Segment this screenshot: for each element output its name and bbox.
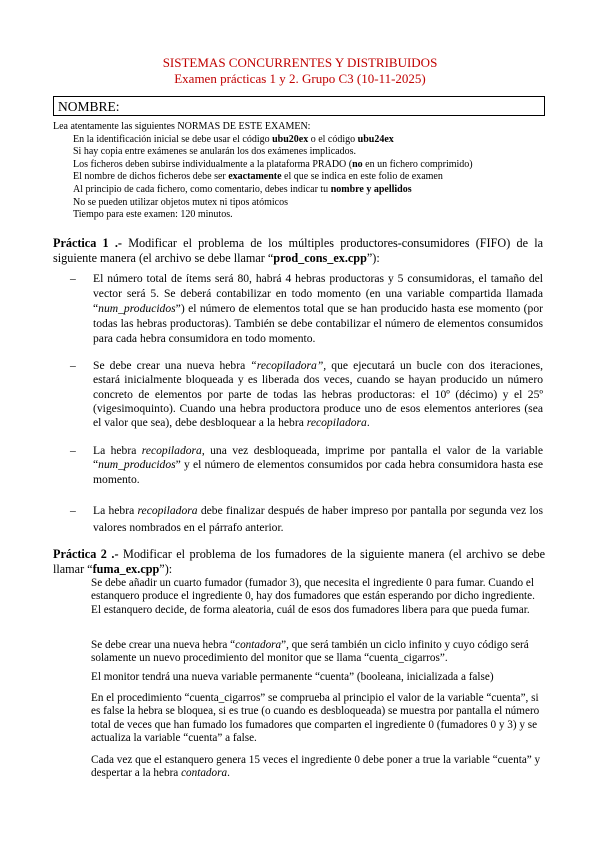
practica1-intro — [53, 236, 543, 265]
intro-text: ”): — [366, 250, 380, 265]
bullet-text: La hebra — [93, 504, 138, 517]
variable-name: num_producidos — [98, 458, 176, 472]
practica2-paragraph-4: En el procedimiento “cuenta_cigarros” se comprueba al principio el valor de la variable “cuenta”, si es false la hebra se bloquea, si es true (o cuando es desbloqueada) se muestra por pantalla el número total de veces que han fumado los fumadores que comparten el ingrediente 0 (fumadores 0 y 3) y se actualiza la variable “cuenta” a false. — [91, 692, 540, 745]
bullet-text: , una vez desbloqueada, imprime por pantalla el valor de la variable “ — [93, 444, 543, 472]
exam-title: SISTEMAS CONCURRENTES Y DISTRIBUIDOS — [162, 55, 438, 70]
bullet-dash: – — [70, 272, 76, 285]
practica2-label: Práctica 2 .- — [53, 547, 119, 561]
practica2-intro — [53, 547, 545, 576]
intro-text: ”): — [159, 561, 173, 576]
paragraph-text: . — [227, 767, 230, 780]
name-field — [53, 96, 545, 116]
intro-text: Modificar el problema de los múltiples productores-consumidores (FIFO) de la siguiente manera (el archivo se debe llamar “ — [53, 236, 543, 265]
variable-name: recopiladora — [306, 416, 367, 430]
bullet-text: ” y el número de elementos consumidos por cada hebra consumidora hasta ese momento. — [93, 458, 543, 486]
rule-text: Al principio de cada fichero, como comentario, debes indicar tu — [73, 183, 331, 195]
bullet-text: que ejecutará un bucle con dos iteraciones, estará inicialmente bloqueada y es liberada dos veces, cuando se hayan producido un número concreto de elementos por parte de todas las hebras productoras: el 10º (décimo) y el 25º (vigesimoquinto). Cuando una hebra productora produce uno de esos elementos anteriores (sea el valor que sea), debe desbloquear a la hebra — [93, 359, 543, 430]
variable-name: contadora — [235, 639, 282, 651]
practica2-paragraph-5 — [91, 754, 546, 781]
practica1-label: Práctica 1 .- — [53, 236, 122, 250]
rule-text: El nombre de dichos ficheros debe ser — [73, 171, 229, 183]
bullet-text: ”) el número de elementos total que se han producido hasta ese momento (por todas las hebras productoras). También se debe contabilizar el número de elementos consumidos para cada hebra consumidora en todo momento. — [93, 302, 543, 345]
bullet-dash: – — [70, 504, 76, 517]
rule-header-comment — [53, 184, 553, 197]
paragraph-text: ”, que será también un ciclo infinito y cuyo código será solamente un nuevo procedimiento del monitor que se llama “cuenta_cigarros”. — [91, 639, 529, 665]
paragraph-text: Se debe crear una nueva hebra “ — [91, 639, 236, 651]
practica1-bullet-2 — [70, 359, 543, 430]
variable-name: “recopiladora”, — [250, 359, 327, 372]
exam-rules — [53, 121, 553, 222]
rules-intro: Lea atentamente las siguientes NORMAS DE ESTE EXAMEN: — [53, 121, 311, 132]
login-code-2: ubu24ex — [357, 133, 394, 145]
practica2-paragraph-2 — [91, 639, 546, 666]
variable-name: num_producidos — [98, 302, 176, 315]
bullet-text: El número total de ítems será 80, habrá 4 hebras productoras y 5 consumidoras, el tamaño del vector será 5. Se deberá contabilizar en todo momento (en una variable compartida llamada “ — [93, 272, 543, 315]
practica1-bullet-4 — [70, 502, 543, 536]
exam-subtitle: Examen prácticas 1 y 2. Grupo C3 (10-11-2025) — [174, 71, 426, 86]
bullet-text: La hebra — [93, 444, 142, 457]
name-label: NOMBRE: — [58, 99, 120, 114]
bullet-text: Se debe crear una nueva hebra — [93, 359, 251, 372]
rule-upload — [53, 159, 553, 172]
paragraph-text: Cada vez que el estanquero genera 15 veces el ingrediente 0 debe poner a true la variable “cuenta” y despertar a la hebra — [91, 754, 541, 780]
rule-emphasis: exactamente — [228, 171, 282, 183]
bullet-dash: – — [70, 359, 76, 372]
rule-text: Los ficheros deben subirse individualmente a la plataforma PRADO ( — [73, 158, 353, 170]
practica2-filename: fuma_ex.cpp — [92, 561, 160, 576]
variable-name: recopiladora — [141, 444, 202, 457]
login-code-1: ubu20ex — [272, 133, 309, 145]
rule-text: o el código — [308, 133, 358, 145]
rule-no-mutex: No se pueden utilizar objetos mutex ni tipos atómicos — [73, 196, 288, 208]
rule-copy: Si hay copia entre exámenes se anularán los dos exámenes implicados. — [73, 146, 356, 158]
practica1-filename: prod_cons_ex.cpp — [273, 250, 367, 265]
rule-login-code — [53, 134, 553, 147]
rule-time: Tiempo para este examen: 120 minutos. — [73, 209, 233, 221]
bullet-text: debe finalizar después de haber impreso por pantalla por segunda vez los valores nombrados en el párrafo anterior. — [93, 504, 543, 534]
rule-emphasis: no — [352, 158, 363, 170]
rule-text: en un fichero comprimido) — [362, 158, 473, 170]
rule-text: el que se indica en este folio de examen — [281, 171, 443, 183]
practica1-bullet-3 — [70, 444, 543, 487]
variable-name: contadora — [181, 767, 228, 780]
bullet-text: . — [366, 416, 370, 430]
practica2-paragraph-1: Se debe añadir un cuarto fumador (fumador 3), que necesita el ingrediente 0 para fumar. Cuando el estanquero produce el ingrediente 0, hay dos fumadores que están esperando por dicho ingrediente. El estanquero decide, de forma aleatoria, cuál de esos dos fumadores libera para que pueda fumar. — [91, 577, 535, 616]
rule-text: En la identificación inicial se debe usar el código — [73, 133, 273, 145]
practica1-bullet-1 — [70, 271, 543, 346]
bullet-dash: – — [70, 444, 76, 457]
variable-name: recopiladora — [137, 504, 198, 517]
rule-emphasis: nombre y apellidos — [330, 183, 412, 195]
rule-filenames — [53, 171, 553, 184]
practica2-paragraph-3: El monitor tendrá una nueva variable permanente “cuenta” (booleana, inicializada a false) — [91, 671, 494, 683]
intro-text: Modificar el problema de los fumadores de la siguiente manera (el archivo se debe llamar “ — [53, 547, 545, 576]
